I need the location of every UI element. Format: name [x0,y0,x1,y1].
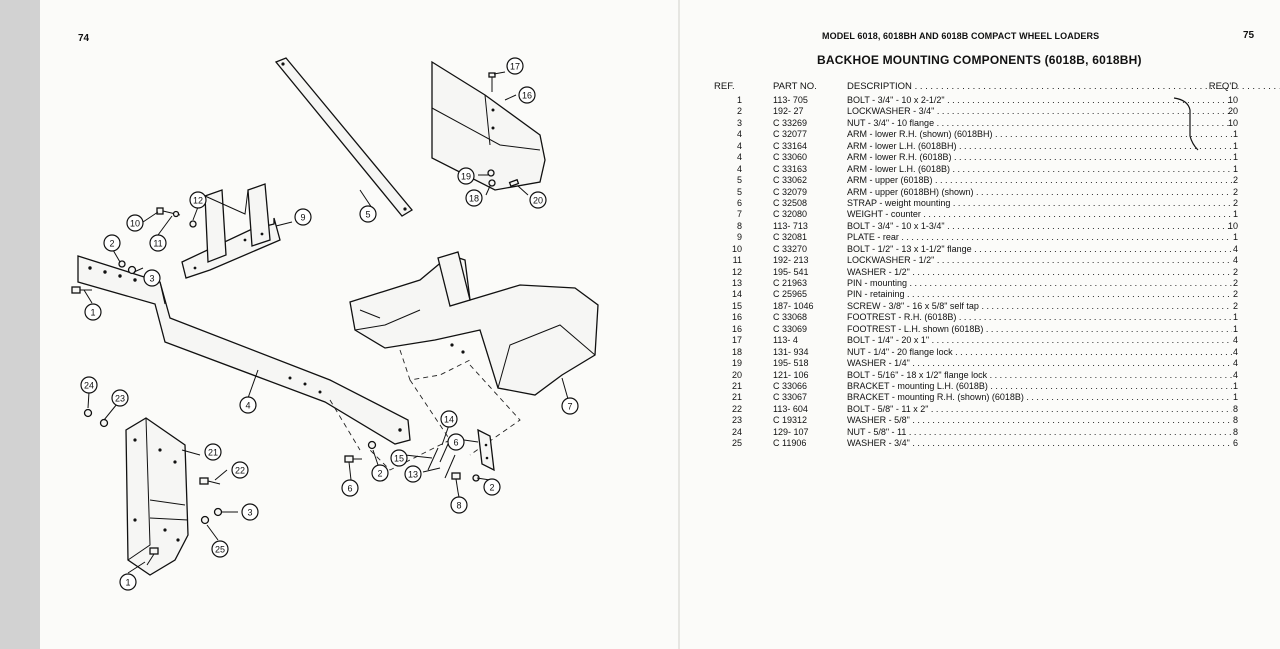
callout-label: 2 [377,468,383,479]
description-cell: WEIGHT - counter . . . [847,209,1232,220]
part-no-cell: 113- 4 [773,335,798,346]
callout-14 [441,411,457,427]
description-cell: BOLT - 3/4" - 10 x 2-1/2" . . . [847,95,1232,106]
callout-3 [144,270,160,286]
qty-cell: 8 [1232,415,1238,426]
callout-24 [81,377,97,393]
table-row [718,289,1256,300]
description-cell: SCREW - 3/8" - 16 x 5/8" self tap . . . [847,301,1232,312]
callout-label: 1 [90,307,96,318]
callout-4 [240,397,256,413]
part-no-cell: C 33270 [773,243,808,254]
callout-12 [190,192,206,208]
description-cell: WASHER - 1/4" . . . [847,358,1232,369]
callout-label: 6 [453,437,459,448]
part-no-cell: C 32080 [773,209,808,220]
callout-7 [562,398,578,414]
callout-label: 2 [489,482,495,493]
table-row [718,278,1256,289]
callout-label: 18 [468,193,480,204]
callout-label: 3 [149,273,155,284]
part-no-cell: C 33066 [773,380,808,391]
part-no-cell: C 33068 [773,312,808,323]
callout-19 [458,168,474,184]
ref-cell: 8 [736,220,742,231]
part-no-cell: 192- 213 [773,255,809,266]
description-cell: BOLT - 3/4" - 10 x 1-3/4" . . . [847,221,1232,232]
part-no-cell: 129- 107 [773,426,809,437]
qty-cell: 2 [1232,186,1238,197]
callout-label: 6 [347,483,353,494]
table-row [718,118,1256,129]
callout-18 [466,190,482,206]
description-cell: WASHER - 1/2" . . . [847,267,1232,278]
qty-cell: 1 [1232,163,1238,174]
callout-13 [405,466,421,482]
table-row [718,255,1256,266]
lower-arm-part [78,256,410,444]
callout-label: 17 [509,61,521,72]
qty-cell: 1 [1232,392,1238,403]
description-cell: BRACKET - mounting L.H. (6018B) . . . [847,381,1232,392]
part-no-cell: 113- 705 [773,95,808,105]
part-no-cell: C 11906 [773,438,807,449]
table-row [718,221,1256,232]
callout-label: 10 [129,218,141,229]
qty-cell: 1 [1232,380,1238,391]
qty-cell: 2 [1232,197,1238,208]
table-row [718,438,1256,449]
description-cell: ARM - lower L.H. (6018BH) . . . [847,141,1232,152]
table-row [718,175,1256,186]
table-row [718,141,1256,152]
callout-label: 4 [245,400,251,411]
table-row [718,347,1256,358]
table-row [718,324,1256,335]
callout-label: 9 [300,212,306,223]
callout-label: 15 [393,453,405,464]
ref-cell: 20 [731,369,742,380]
ref-cell: 16 [731,323,742,334]
table-row [718,392,1256,403]
section-title: BACKHOE MOUNTING COMPONENTS (6018B, 6018BH) [817,53,1142,67]
ref-cell: 4 [736,140,742,151]
left-page-number: 74 [78,33,90,44]
description-cell: BOLT - 1/4" - 20 x 1" . . . [847,335,1232,346]
ref-cell: 4 [736,152,742,163]
qty-cell: 4 [1232,335,1238,346]
table-header-row [714,81,1256,95]
table-row [718,187,1256,198]
callout-2 [372,465,388,481]
qty-cell: 1 [1232,312,1238,323]
parts-table [714,81,1256,450]
table-row [718,152,1256,163]
callout-8 [451,497,467,513]
callout-22 [232,462,248,478]
part-no-cell: 113- 604 [773,403,808,414]
callout-1 [120,574,136,590]
table-row [718,198,1256,209]
description-cell: ARM - lower R.H. (shown) (6018BH) . . . [847,129,1232,140]
part-no-cell: C 32077 [773,129,808,140]
ref-cell: 13 [731,278,742,288]
part-no-cell: C 25965 [773,289,808,300]
scan-margin [0,0,40,649]
ref-cell: 1 [736,95,742,105]
bolt-1-top [72,287,92,293]
description-cell: WASHER - 5/8" . . . [847,415,1232,426]
table-row [718,312,1256,323]
callout-2 [104,235,120,251]
ref-cell: 24 [731,426,742,437]
table-row [718,95,1256,106]
description-cell: FOOTREST - R.H. (6018B) . . . [847,312,1232,323]
part-no-cell: C 32081 [773,232,808,243]
header-part-no: PART NO. [773,81,817,92]
callout-10 [127,215,143,231]
qty-cell: 2 [1232,175,1238,186]
ref-cell: 5 [736,186,742,197]
callout-label: 11 [153,238,163,249]
qty-cell: 20 [1227,106,1238,117]
description-cell: ARM - lower R.H. (6018B) . . . [847,152,1232,163]
ref-cell: 4 [736,129,742,140]
part-no-cell: C 19312 [773,415,808,426]
description-cell: BOLT - 5/16" - 18 x 1/2" flange lock . . . [847,370,1232,381]
ref-cell: 2 [736,106,742,117]
callout-11 [150,235,166,251]
table-row [718,244,1256,255]
description-cell: STRAP - weight mounting . . . [847,198,1232,209]
qty-cell: 1 [1232,140,1238,151]
table-body [718,95,1256,450]
ref-cell: 10 [731,243,742,254]
qty-cell: 4 [1232,243,1238,254]
qty-cell: 1 [1232,323,1238,334]
table-row [718,232,1256,243]
qty-cell: 2 [1232,278,1238,288]
description-cell: WASHER - 3/4" . . . [847,438,1232,449]
table-row [718,301,1256,312]
callout-6 [342,480,358,496]
table-row [718,381,1256,392]
ref-cell: 25 [731,438,742,449]
qty-cell: 4 [1232,255,1238,266]
callout-label: 16 [521,90,533,101]
part-no-cell: C 33164 [773,140,808,151]
right-page-number: 75 [1243,30,1255,41]
qty-cell: 4 [1232,369,1238,380]
ref-cell: 4 [736,163,742,174]
callout-6 [448,434,464,450]
callout-label: 13 [407,469,419,480]
ref-cell: 9 [736,232,742,243]
ref-cell: 22 [731,403,742,414]
ref-cell: 21 [731,380,742,391]
ref-cell: 18 [731,346,742,357]
description-cell: PIN - mounting . . . [847,278,1232,289]
exploded-parts-diagram [40,0,680,649]
counterweight-part [350,252,598,395]
callout-label: 14 [443,414,455,425]
qty-cell: 10 [1227,117,1238,128]
header-description: DESCRIPTION . . . [847,81,1232,92]
qty-cell: 1 [1232,209,1238,220]
part-no-cell: 192- 27 [773,106,804,117]
qty-cell: 4 [1232,346,1238,357]
qty-cell: 10 [1227,220,1238,231]
ref-cell: 5 [736,175,742,186]
callout-25 [212,541,228,557]
part-no-cell: C 21963 [773,278,808,288]
ref-cell: 21 [731,392,742,403]
description-cell: NUT - 3/4" - 10 flange . . . [847,118,1232,129]
description-cell: NUT - 1/4" - 20 flange lock . . . [847,347,1232,358]
qty-cell: 2 [1232,289,1238,300]
part-no-cell: 113- 713 [773,220,808,231]
description-cell: LOCKWASHER - 1/2" . . . [847,255,1232,266]
table-row [718,129,1256,140]
ref-cell: 14 [731,289,742,300]
part-no-cell: 195- 518 [773,358,809,369]
part-no-cell: C 33163 [773,163,808,174]
table-row [718,358,1256,369]
bolt-10-washer-11 [157,208,196,227]
callout-15 [391,450,407,466]
table-row [718,164,1256,175]
callout-16 [519,87,535,103]
callout-label: 23 [114,393,126,404]
callout-2 [484,479,500,495]
ref-cell: 17 [731,335,742,346]
table-row [718,415,1256,426]
qty-cell: 1 [1232,232,1238,243]
ref-cell: 23 [731,415,742,426]
description-cell: BOLT - 1/2" - 13 x 1-1/2" flange . . . [847,244,1232,255]
callout-1 [85,304,101,320]
description-cell: FOOTREST - L.H. shown (6018B) . . . [847,324,1232,335]
table-row [718,209,1256,220]
callout-label: 12 [192,195,204,206]
table-row [718,427,1256,438]
callout-23 [112,390,128,406]
part-no-cell: C 33269 [773,117,808,128]
upper-arm-part [276,58,412,216]
callout-label: 7 [567,401,573,412]
description-cell: ARM - upper (6018BH) (shown) . . . [847,187,1232,198]
callout-label: 25 [214,544,226,555]
ref-cell: 3 [736,117,742,128]
description-cell: BOLT - 5/8" - 11 x 2" . . . [847,404,1232,415]
qty-cell: 4 [1232,358,1238,369]
header-qty: REQ'D [1208,81,1238,92]
part-no-cell: 195- 541 [773,266,809,277]
assembly-line [400,350,470,380]
qty-cell: 8 [1232,403,1238,414]
callout-label: 21 [207,447,219,458]
description-cell: PLATE - rear . . . [847,232,1232,243]
part-no-cell: C 33067 [773,392,808,403]
description-cell: BRACKET - mounting R.H. (shown) (6018B) . . . [847,392,1232,403]
part-no-cell: 187- 1046 [773,300,814,311]
callout-17 [507,58,523,74]
callout-label: 8 [456,500,462,511]
callout-5 [360,206,376,222]
callout-label: 20 [532,195,544,206]
ref-cell: 12 [731,266,742,277]
callout-label: 5 [365,209,371,220]
qty-cell: 10 [1227,95,1238,105]
table-row [718,370,1256,381]
ref-cell: 16 [731,312,742,323]
part-no-cell: 131- 934 [773,346,809,357]
description-cell: ARM - upper (6018B) . . . [847,175,1232,186]
part-no-cell: C 32508 [773,197,808,208]
table-row [718,404,1256,415]
bolt-8-part [452,473,460,492]
part-no-cell: C 33062 [773,175,808,186]
table-row [718,335,1256,346]
ref-cell: 19 [731,358,742,369]
weight-strap-part [478,430,494,470]
nut-washer-23-24 [85,410,108,427]
ref-cell: 11 [732,255,742,266]
ref-cell: 15 [731,300,742,311]
description-cell: PIN - retaining . . . [847,289,1232,300]
qty-cell: 1 [1232,129,1238,140]
description-cell: NUT - 5/8" - 11 . . . [847,427,1232,438]
table-row [718,106,1256,117]
qty-cell: 2 [1232,300,1238,311]
catalog-header: MODEL 6018, 6018BH AND 6018B COMPACT WHEEL LOADERS [822,31,1100,41]
callout-label: 3 [247,507,253,518]
washer-nut-25-3 [202,509,222,524]
callout-21 [205,444,221,460]
callout-label: 22 [234,465,246,476]
part-no-cell: 121- 106 [773,369,809,380]
qty-cell: 8 [1232,426,1238,437]
part-no-cell: C 33060 [773,152,808,163]
callout-label: 2 [109,238,115,249]
callout-3 [242,504,258,520]
header-ref: REF. [714,81,735,92]
qty-cell: 6 [1232,438,1238,449]
qty-cell: 2 [1232,266,1238,277]
description-cell: LOCKWASHER - 3/4" . . . [847,106,1232,117]
description-cell: ARM - lower L.H. (6018B) . . . [847,164,1232,175]
part-no-cell: C 32079 [773,186,808,197]
qty-cell: 1 [1232,152,1238,163]
bolt-17-part [489,73,495,92]
ref-cell: 6 [736,197,742,208]
callout-9 [295,209,311,225]
callout-label: 19 [460,171,472,182]
ref-cell: 7 [736,209,742,220]
callout-label: 24 [83,380,95,391]
callout-20 [530,192,546,208]
part-no-cell: C 33069 [773,323,808,334]
callout-label: 1 [125,577,131,588]
table-row [718,267,1256,278]
